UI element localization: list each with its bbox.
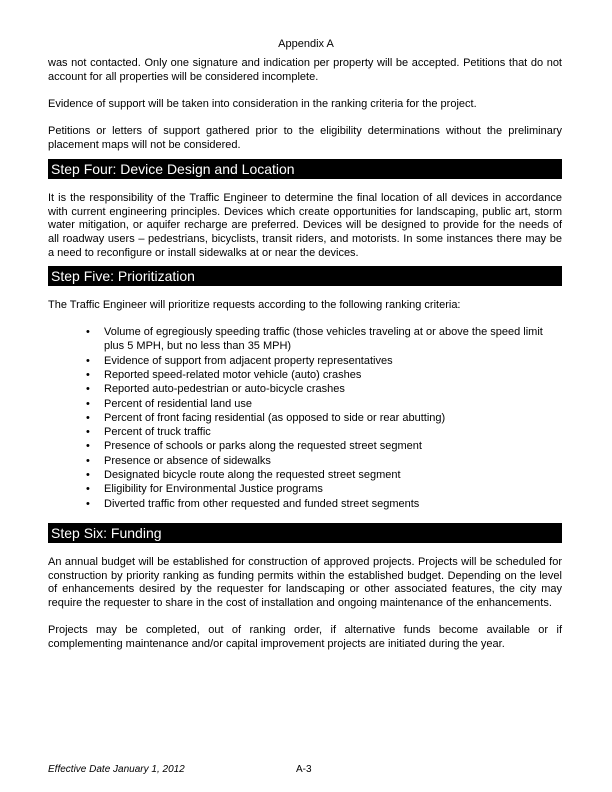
list-item-text: Designated bicycle route along the requested street segment [104, 469, 401, 482]
list-item [86, 454, 562, 468]
step-six-paragraph-2: Projects may be completed, out of ranking order, if alternative funds become available or if complementing maintenance and/or capital improvement projects are initiated during the year. [48, 624, 562, 651]
bullet-icon: • [86, 497, 90, 510]
step-four-heading: Step Four: Device Design and Location [48, 159, 562, 179]
step-four-paragraph: It is the responsibility of the Traffic Engineer to determine the final location of all devices in accordance with current engineering principles. Devices which create opportunities for landscaping, public art, storm water mitigation, or aquifer recharge are preferred. Devices will be designed to provide for the needs of all roadway users – pedestrians, bicyclists, transit riders, and motorists. In some instances there may be a need to reconfigure or install sidewalks at or near the devices. [48, 191, 562, 259]
bullet-icon: • [86, 383, 90, 396]
step-six-heading: Step Six: Funding [48, 523, 562, 543]
step-five-intro: The Traffic Engineer will prioritize requests according to the following ranking criteria: [48, 299, 461, 312]
list-item-text: Percent of front facing residential (as opposed to side or rear abutting) [104, 411, 446, 424]
list-item-text: Percent of truck traffic [104, 426, 211, 439]
list-item [86, 411, 562, 425]
bullet-icon: • [86, 454, 90, 467]
list-item [86, 368, 562, 382]
bullet-icon: • [86, 469, 90, 482]
list-item [86, 397, 562, 411]
intro-paragraph-1: was not contacted. Only one signature and indication per property will be accepted. Petitions that do not account for all properties will be considered incomplete. [48, 57, 562, 83]
list-item-text: Eligibility for Environmental Justice programs [104, 483, 323, 496]
bullet-icon: • [86, 440, 90, 453]
page-header: Appendix A [278, 38, 334, 50]
bullet-icon: • [86, 354, 90, 367]
page-number: A-3 [296, 764, 312, 775]
list-item-text: Evidence of support from adjacent property representatives [104, 354, 393, 367]
step-six-paragraph-1: An annual budget will be established for construction of approved projects. Projects will be scheduled for construction by priority ranking as funding permits within the established budget. Depending on the level of enhancements desired by the requester for landscaping or other associated features, the city may require the requester to share in the cost of installation and ongoing maintenance of the enhancements. [48, 555, 562, 610]
list-item-text: Presence of schools or parks along the requested street segment [104, 440, 422, 453]
bullet-icon: • [86, 369, 90, 381]
page-body [48, 57, 562, 652]
effective-date: Effective Date January 1, 2012 [48, 764, 185, 775]
intro-paragraph-2: Evidence of support will be taken into consideration in the ranking criteria for the project. [48, 98, 477, 111]
bullet-icon: • [86, 411, 90, 424]
list-item-text: Volume of egregiously speeding traffic (those vehicles traveling at or above the speed limit plus 5 MPH, but no less than 35 MPH) [104, 326, 543, 353]
list-item-text: Reported speed-related motor vehicle (auto) crashes [104, 369, 362, 381]
list-item [86, 425, 562, 439]
bullet-icon: • [86, 326, 90, 339]
list-item-text: Presence or absence of sidewalks [104, 454, 271, 467]
list-item-text: Reported auto-pedestrian or auto-bicycle crashes [104, 383, 345, 396]
list-item-text: Percent of residential land use [104, 397, 252, 410]
list-item [86, 497, 562, 511]
list-item [86, 439, 562, 453]
list-item-text: Diverted traffic from other requested and funded street segments [104, 497, 420, 510]
list-item [86, 354, 562, 368]
list-item [86, 482, 562, 496]
bullet-icon: • [86, 426, 90, 439]
intro-paragraph-3: Petitions or letters of support gathered prior to the eligibility determinations without the preliminary placement maps will not be considered. [48, 125, 562, 152]
ranking-criteria-list [48, 325, 562, 511]
list-item [86, 468, 562, 482]
list-item [86, 325, 562, 354]
bullet-icon: • [86, 397, 90, 410]
step-five-heading: Step Five: Prioritization [48, 266, 562, 286]
bullet-icon: • [86, 483, 90, 496]
list-item [86, 382, 562, 396]
